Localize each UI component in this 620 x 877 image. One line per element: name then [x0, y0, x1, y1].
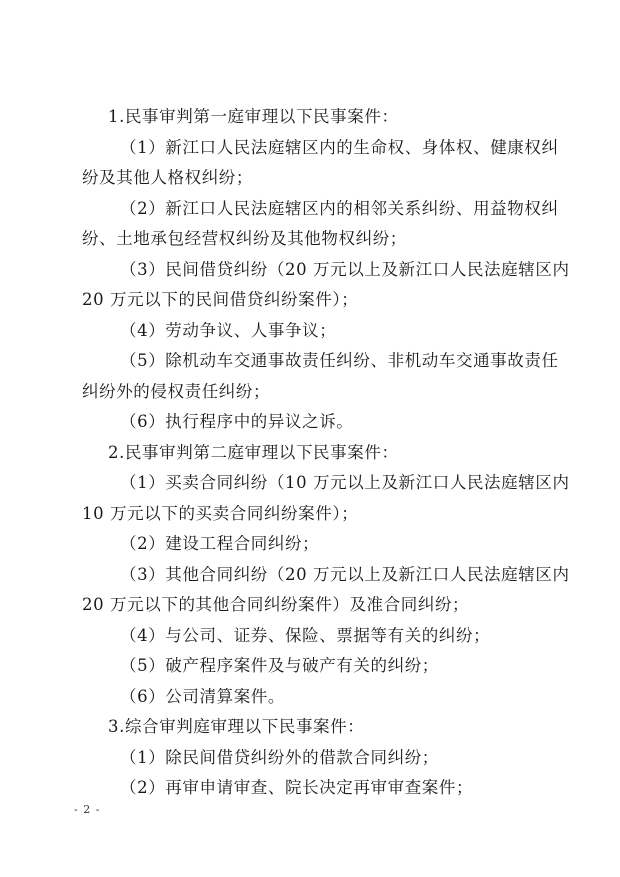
section-heading-3: 3.综合审判庭审理以下民事案件： — [108, 717, 365, 736]
list-item-1-2-cont: 纷、土地承包经营权纠纷及其他物权纠纷； — [82, 229, 407, 248]
list-item-2-5: （5）破产程序案件及与破产有关的纠纷； — [120, 656, 439, 675]
list-item-1-3-cont: 20 万元以下的民间借贷纠纷案件）； — [82, 290, 359, 309]
list-item-1-1: （1）新江口人民法庭辖区内的生命权、身体权、健康权纠 — [120, 138, 559, 157]
list-item-3-1: （1）除民间借贷纠纷外的借款合同纠纷； — [120, 748, 439, 767]
list-item-1-4: （4）劳动争议、人事争议； — [120, 321, 337, 340]
list-item-1-6: （6）执行程序中的异议之诉。 — [120, 412, 354, 431]
list-item-1-3: （3）民间借贷纠纷（20 万元以上及新江口人民法庭辖区内 — [120, 260, 570, 279]
list-item-2-6: （6）公司清算案件。 — [120, 687, 285, 706]
list-item-2-1-cont: 10 万元以下的买卖合同纠纷案件）； — [82, 504, 359, 523]
list-item-1-5: （5）除机动车交通事故责任纠纷、非机动车交通事故责任 — [120, 351, 559, 370]
list-item-2-4: （4）与公司、证券、保险、票据等有关的纠纷； — [120, 626, 491, 645]
list-item-2-1: （1）买卖合同纠纷（10 万元以上及新江口人民法庭辖区内 — [120, 473, 570, 492]
page-number: - 2 - — [74, 803, 101, 816]
list-item-1-2: （2）新江口人民法庭辖区内的相邻关系纠纷、用益物权纠 — [120, 199, 559, 218]
section-heading-2: 2.民事审判第二庭审理以下民事案件： — [108, 443, 399, 462]
list-item-3-2: （2）再审申请审查、院长决定再审审查案件； — [120, 778, 474, 797]
section-heading-1: 1.民事审判第一庭审理以下民事案件： — [108, 107, 399, 126]
list-item-2-3: （3）其他合同纠纷（20 万元以上及新江口人民法庭辖区内 — [120, 565, 570, 584]
list-item-1-5-cont: 纠纷外的侵权责任纠纷； — [82, 382, 271, 401]
list-item-2-3-cont: 20 万元以下的其他合同纠纷案件）及准合同纠纷； — [82, 595, 470, 614]
list-item-1-1-cont: 纷及其他人格权纠纷； — [82, 168, 253, 187]
list-item-2-2: （2）建设工程合同纠纷； — [120, 534, 320, 553]
